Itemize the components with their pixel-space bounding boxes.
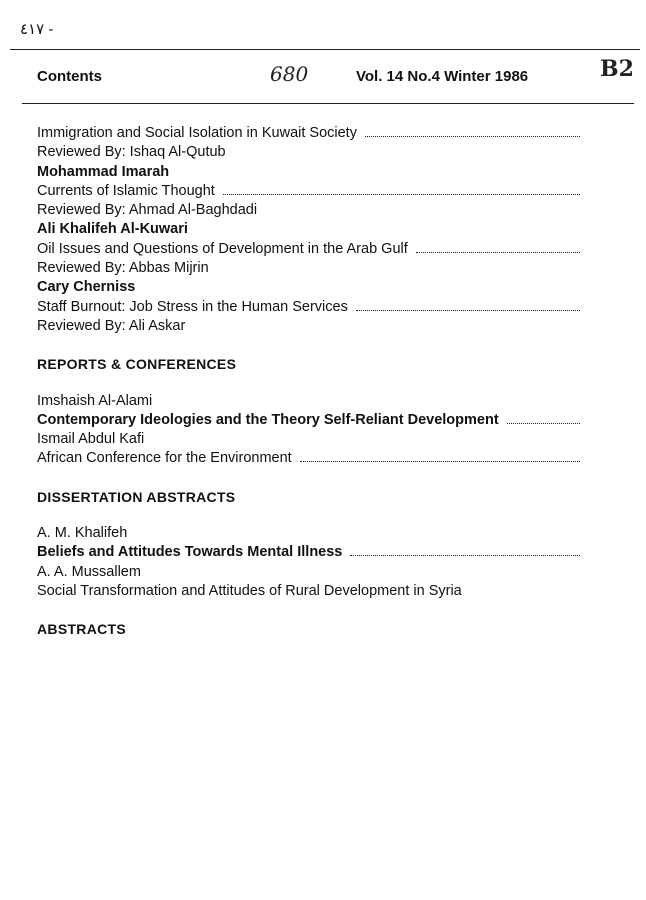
reviewer-line: Reviewed By: Abbas Mijrin [37,260,209,277]
entry-title: Social Transformation and Attitudes of Rural Development in Syria [37,582,462,599]
dot-leader [365,136,580,137]
author-line: A. A. Mussallem [37,563,141,580]
toc-entry [37,411,582,430]
handwritten-mark: B2 [600,56,634,82]
entry-title: African Conference for the Environment [37,450,292,467]
toc-entry [37,124,582,143]
section-heading-reports: REPORTS & CONFERENCES [37,356,237,373]
entry-title: Beliefs and Attitudes Towards Mental Illness [37,544,343,561]
dot-leader [300,461,580,462]
toc-entry [37,582,582,601]
author-line: Imshaish Al-Alami [37,392,153,409]
entry-title: Contemporary Ideologies and the Theory Self-Reliant Development [37,411,499,428]
author-line: Ali Khalifeh Al-Kuwari [37,221,188,238]
entry-title: Currents of Islamic Thought [37,182,215,199]
toc-entry [37,449,582,468]
header-rule-top [10,49,640,50]
author-line: Mohammad Imarah [37,163,170,180]
page-number: ٤١٧ - [20,21,54,38]
reviewer-line: Reviewed By: Ali Askar [37,317,186,334]
table-of-contents [37,124,582,640]
author-line: A. M. Khalifeh [37,525,128,542]
reviewer-line: Reviewed By: Ahmad Al-Baghdadi [37,202,258,219]
header-rule-bottom [22,103,634,104]
toc-entry [37,240,582,259]
entry-title: Immigration and Social Isolation in Kuwait Society [37,125,357,141]
section-heading-abstracts: ABSTRACTS [37,621,127,638]
entry-title: Oil Issues and Questions of Development in the Arab Gulf [37,240,408,257]
toc-entry [37,182,582,201]
author-line: Cary Cherniss [37,279,136,296]
handwritten-number: 680 [270,62,309,86]
volume-label: Vol. 14 No.4 Winter 1986 [356,68,529,85]
dot-leader [416,252,580,253]
dot-leader [223,194,580,195]
author-line: Ismail Abdul Kafi [37,431,145,448]
dot-leader [350,555,580,556]
contents-label: Contents [37,68,102,85]
toc-entry [37,543,582,562]
dot-leader [356,310,580,311]
dot-leader [507,423,580,424]
entry-title: Staff Burnout: Job Stress in the Human Services [37,298,348,315]
toc-entry [37,298,582,317]
section-heading-dissertations: DISSERTATION ABSTRACTS [37,488,236,505]
reviewer-line: Reviewed By: Ishaq Al-Qutub [37,144,226,161]
